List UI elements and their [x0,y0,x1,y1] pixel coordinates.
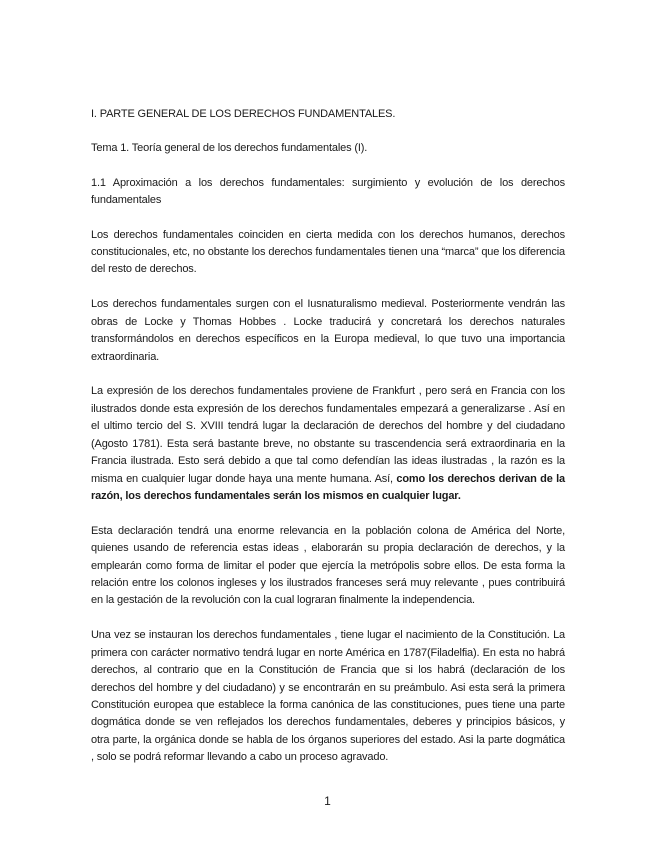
paragraph-2 [91,296,565,366]
paragraph-5-text: Una vez se instauran los derechos fundamentales , tiene lugar el nacimiento de la Constitución. La primera con carácter normativo tendrá lugar en norte América en 1787(Filadelfia). En esta no habrá derechos, al contrario que en la Constitución de Francia que si los habrá (declaración de los derechos del hombre y del ciudadano) y se encontrarán en su preámbulo. Asi esta será la primera Constitución europea que establece la forma canónica de las constituciones, pues tiene una parte dogmática donde se ven reflejados los derechos fundamentales, deberes y principios básicos, y otra parte, la orgánica donde se habla de los órganos superiores del estado. Asi la parte dogmática , solo se podrá reformar llevando a cabo un proceso agravado. [91,629,565,764]
subsection-title: 1.1 Aproximación a los derechos fundamentales: surgimiento y evolución de los derechos fundamentales [91,176,565,207]
paragraph-2-text: Los derechos fundamentales surgen con el Iusnaturalismo medieval. Posteriormente vendrán las obras de Locke y Thomas Hobbes . Locke traducirá y concretará los derechos naturales transformándolos en derechos específicos en la Europa medieval, lo que tuvo una importancia extraordinaria. [91,298,565,363]
paragraph-1-text: Los derechos fundamentales coinciden en cierta medida con los derechos humanos, derechos constitucionales, etc, no obstante los derechos fundamentales tienen una “marca” que los diferencia del resto de derechos. [91,228,565,276]
document-body [91,106,565,784]
paragraph-3-text: La expresión de los derechos fundamentales proviene de Frankfurt , pero será en Francia con los ilustrados donde esta expresión de los derechos fundamentales empezará a generalizarse . Así en el ultimo tercio del S. XVIII tendrá lugar la declaración de derechos del hombre y del ciudadano (Agosto 1781). Esta será bastante breve, no obstante su trascendencia será extraordinaria en la Francia ilustrada. Esto será debido a que tal como defendían las ideas ilustradas , la razón es la misma en cualquier lugar donde haya una mente humana. Así, [91,385,565,485]
paragraph-5 [91,627,565,766]
paragraph-4-text: Esta declaración tendrá una enorme relevancia en la población colona de América del Norte, quienes usando de referencia estas ideas , elaborarán su propia declaración de derechos, y la emplearán como forma de limitar el poder que ejercía la metrópolis sobre ellos. De esta forma la relación entre los colonos ingleses y los ilustrados franceses será muy relevante , pues contribuirá en la gestación de la revolución con la cual lograran finalmente la independencia. [91,524,565,607]
section-title: I. PARTE GENERAL DE LOS DERECHOS FUNDAMENTALES. [91,108,396,120]
paragraph-4 [91,523,565,610]
page-number: 1 [324,794,331,808]
paragraph-1 [91,227,565,279]
paragraph-3 [91,383,565,505]
topic-title: Tema 1. Teoría general de los derechos fundamentales (I). [91,142,368,155]
paragraph-3-bold-text: como los derechos derivan de la razón, los derechos fundamentales serán los mismos en cualquier lugar. [91,472,565,502]
